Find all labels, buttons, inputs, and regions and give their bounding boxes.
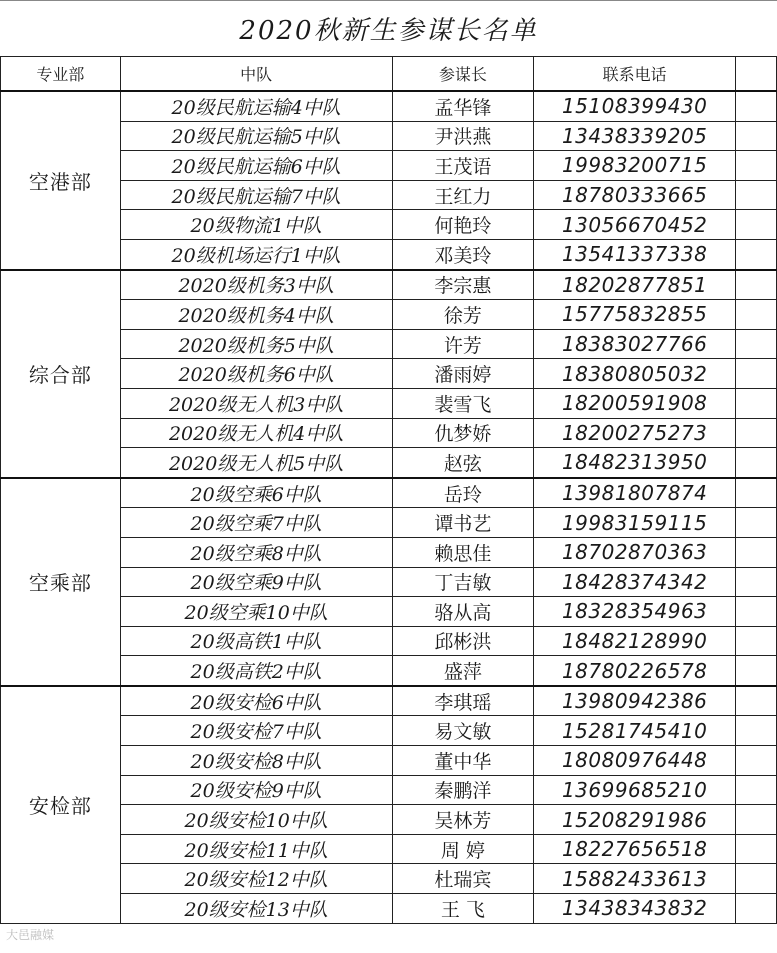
squad-cell: 20级民航运输6中队 [120,151,392,181]
chief-name-cell: 裴雪飞 [392,388,534,418]
empty-cell [736,686,777,716]
chief-name-cell: 岳玲 [392,478,534,508]
chief-name-cell: 孟华锋 [392,91,534,121]
empty-cell [736,834,777,864]
empty-cell [736,270,777,300]
squad-cell: 2020级机务3中队 [120,270,392,300]
phone-cell: 13056670452 [534,210,736,240]
empty-cell [736,626,777,656]
phone-cell: 13541337338 [534,239,736,269]
empty-cell [736,121,777,151]
squad-cell: 2020级机务4中队 [120,300,392,330]
phone-cell: 13438339205 [534,121,736,151]
empty-cell [736,656,777,686]
squad-cell: 20级空乘9中队 [120,567,392,597]
empty-cell [736,746,777,776]
empty-cell [736,894,777,924]
empty-cell [736,716,777,746]
phone-cell: 19983200715 [534,151,736,181]
empty-cell [736,448,777,478]
squad-cell: 20级安检9中队 [120,775,392,805]
squad-cell: 20级高铁2中队 [120,656,392,686]
empty-cell [736,300,777,330]
table-row [1,270,777,300]
squad-cell: 20级安检13中队 [120,894,392,924]
table-row [1,686,777,716]
phone-cell: 15882433613 [534,864,736,894]
dept-cell: 空乘部 [1,478,121,686]
dept-cell: 综合部 [1,270,121,478]
chief-name-cell: 盛萍 [392,656,534,686]
chief-name-cell: 董中华 [392,746,534,776]
chief-name-cell: 邱彬洪 [392,626,534,656]
chief-name-cell: 杜瑞宾 [392,864,534,894]
chief-name-cell: 丁吉敏 [392,567,534,597]
phone-cell: 18780333665 [534,180,736,210]
empty-cell [736,388,777,418]
chief-name-cell: 王 飞 [392,894,534,924]
phone-cell: 18227656518 [534,834,736,864]
dept-cell: 安检部 [1,686,121,923]
phone-cell: 15208291986 [534,805,736,835]
chief-name-cell: 邓美玲 [392,239,534,269]
empty-cell [736,180,777,210]
chief-name-cell: 尹洪燕 [392,121,534,151]
empty-cell [736,508,777,538]
squad-cell: 2020级无人机4中队 [120,418,392,448]
chief-name-cell: 吴林芳 [392,805,534,835]
roster-table [0,56,777,924]
phone-cell: 13981807874 [534,478,736,508]
phone-cell: 18702870363 [534,537,736,567]
empty-cell [736,329,777,359]
phone-cell: 18380805032 [534,359,736,389]
chief-name-cell: 仇梦娇 [392,418,534,448]
chief-name-cell: 赖思佳 [392,537,534,567]
chief-name-cell: 秦鹏洋 [392,775,534,805]
squad-cell: 20级安检10中队 [120,805,392,835]
squad-cell: 2020级机务6中队 [120,359,392,389]
squad-cell: 20级空乘7中队 [120,508,392,538]
header-squad: 中队 [120,57,392,92]
squad-cell: 20级机场运行1中队 [120,239,392,269]
squad-cell: 20级安检6中队 [120,686,392,716]
empty-cell [736,775,777,805]
dept-cell: 空港部 [1,91,121,270]
chief-name-cell: 徐芳 [392,300,534,330]
phone-cell: 15281745410 [534,716,736,746]
squad-cell: 20级空乘6中队 [120,478,392,508]
phone-cell: 13980942386 [534,686,736,716]
phone-cell: 18200591908 [534,388,736,418]
squad-cell: 2020级无人机3中队 [120,388,392,418]
chief-name-cell: 许芳 [392,329,534,359]
phone-cell: 18200275273 [534,418,736,448]
chief-name-cell: 李琪瑶 [392,686,534,716]
chief-name-cell: 谭书艺 [392,508,534,538]
table-row [1,478,777,508]
squad-cell: 20级空乘8中队 [120,537,392,567]
roster-body [1,91,777,923]
phone-cell: 15108399430 [534,91,736,121]
phone-cell: 18780226578 [534,656,736,686]
empty-cell [736,359,777,389]
squad-cell: 20级安检12中队 [120,864,392,894]
phone-cell: 19983159115 [534,508,736,538]
empty-cell [736,151,777,181]
phone-cell: 18080976448 [534,746,736,776]
squad-cell: 2020级无人机5中队 [120,448,392,478]
squad-cell: 20级高铁1中队 [120,626,392,656]
empty-cell [736,537,777,567]
empty-cell [736,597,777,627]
squad-cell: 20级物流1中队 [120,210,392,240]
header-dept: 专业部 [1,57,121,92]
empty-cell [736,805,777,835]
phone-cell: 18202877851 [534,270,736,300]
header-row [1,57,777,92]
squad-cell: 20级民航运输4中队 [120,91,392,121]
phone-cell: 18328354963 [534,597,736,627]
empty-cell [736,864,777,894]
chief-name-cell: 潘雨婷 [392,359,534,389]
squad-cell: 20级安检8中队 [120,746,392,776]
squad-cell: 20级民航运输5中队 [120,121,392,151]
chief-name-cell: 赵弦 [392,448,534,478]
empty-cell [736,478,777,508]
phone-cell: 15775832855 [534,300,736,330]
squad-cell: 20级空乘10中队 [120,597,392,627]
phone-cell: 18428374342 [534,567,736,597]
phone-cell: 18383027766 [534,329,736,359]
header-chief: 参谋长 [392,57,534,92]
phone-cell: 18482313950 [534,448,736,478]
chief-name-cell: 易文敏 [392,716,534,746]
chief-name-cell: 李宗惠 [392,270,534,300]
page-title: 2020秋新生参谋长名单 [239,15,538,46]
squad-cell: 20级安检11中队 [120,834,392,864]
phone-cell: 13699685210 [534,775,736,805]
chief-name-cell: 王红力 [392,180,534,210]
chief-name-cell: 周 婷 [392,834,534,864]
chief-name-cell: 何艳玲 [392,210,534,240]
chief-name-cell: 骆从高 [392,597,534,627]
chief-name-cell: 王茂语 [392,151,534,181]
squad-cell: 2020级机务5中队 [120,329,392,359]
squad-cell: 20级安检7中队 [120,716,392,746]
watermark: 大邑融媒 [6,928,55,942]
empty-cell [736,418,777,448]
empty-cell [736,91,777,121]
phone-cell: 18482128990 [534,626,736,656]
empty-cell [736,210,777,240]
empty-cell [736,239,777,269]
phone-cell: 13438343832 [534,894,736,924]
table-row [1,91,777,121]
header-extra [736,57,777,92]
empty-cell [736,567,777,597]
header-phone: 联系电话 [534,57,736,92]
squad-cell: 20级民航运输7中队 [120,180,392,210]
